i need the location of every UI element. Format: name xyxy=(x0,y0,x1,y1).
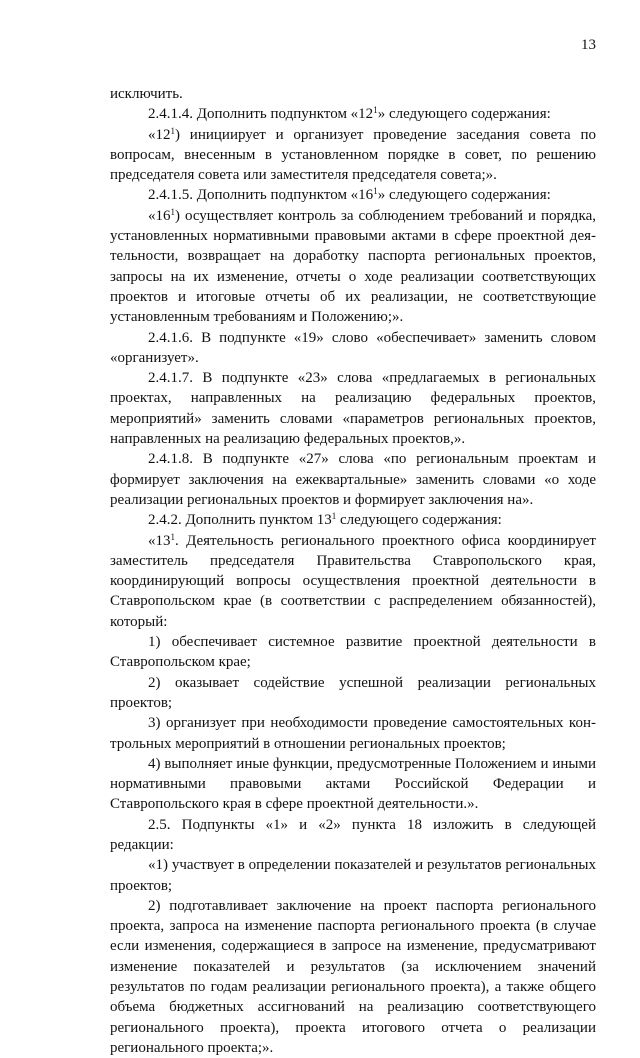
paragraph: 1) обеспечивает системное развитие проектной деятельности в Ставропольском крае; xyxy=(110,634,596,671)
paragraph: 4) выполняет иные функции, предусмотренные Положением и иными нормативными правовыми актами Российской Федерации и Ставропольского края в сфере проектной деятельности.». xyxy=(110,755,596,813)
paragraph: 2.5. Подпункты «1» и «2» пункта 18 изложить в следующей редакции: xyxy=(110,816,596,853)
paragraph: исключить. xyxy=(110,86,183,102)
paragraph: 2.4.2. Дополнить пунктом $13^1$ следующего содержания: xyxy=(148,511,502,529)
paragraph: 2.4.1.5. Дополнить подпунктом «$16^1$» следующего содержания: xyxy=(148,186,551,204)
paragraph: «$12^1$) инициирует и организует проведение заседания совета по вопросам, внесенным в установленном порядке в совет, по решению председателя совета или заместителя председателя совета;». xyxy=(110,125,596,184)
paragraph: 2.4.1.7. В подпункте «23» слова «предлагаемых в региональных проектах, направленных на реализацию федеральных проектов, мероприятий» заменить словами «параметров региональных проектов, направленных на реализацию федеральных проектов,». xyxy=(110,370,596,448)
paragraph: «1) участвует в определении показателей и результатов региональных проектов; xyxy=(110,857,596,894)
paragraph: 3) организует при необходимости проведение самостоятельных контрольных мероприятий в отношении региональных проектов; xyxy=(110,715,596,752)
paragraph: 2.4.1.8. В подпункте «27» слова «по региональным проектам и формирует заключения на ежеквартальные» заменить словами «о ходе реализации региональных проектов и формирует заключения на». xyxy=(110,451,596,508)
paragraph: 2.4.1.4. Дополнить подпунктом «$12^1$» следующего содержания: xyxy=(148,105,551,123)
paragraph: «$13^1$. Деятельность регионального проектного офиса координирует заместитель председателя Правительства Ставропольского края, координирующий вопросы осуществления проектной деятельности в Ставропольском крае (в соответствии с распределением обязанностей), который: xyxy=(110,531,596,630)
paragraph: «$16^1$) осуществляет контроль за соблюдением требований и порядка, установленных нормативными правовыми актами в сфере проектной деятельности, возвращает на доработку паспорта региональных проектов, запросы на их изменение, отчеты о ходе реализации соответствующих проектов и итоговые отчеты об их реализации, не соответствующие установленным требованиям и Положению;». xyxy=(110,206,596,326)
paragraph: 2.4.1.6. В подпункте «19» слово «обеспечивает» заменить словом «организует». xyxy=(110,329,596,366)
document-body xyxy=(110,84,596,1058)
page-number: 13 xyxy=(581,37,596,53)
paragraph: 2) оказывает содействие успешной реализации региональных проектов; xyxy=(110,674,596,711)
paragraph: 2) подготавливает заключение на проект паспорта регионального проекта, запроса на изменение паспорта регионального проекта (в случае если изменения, содержащиеся в запросе на изменение, предусматривают изменение показателей и результатов (за исключением значений результатов по годам реализации регионального проекта), а также общего объема бюджетных ассигнований на реализацию соответствующего регионального проекта), проекта итогового отчета о реализации регионального проекта;». xyxy=(110,897,596,1056)
